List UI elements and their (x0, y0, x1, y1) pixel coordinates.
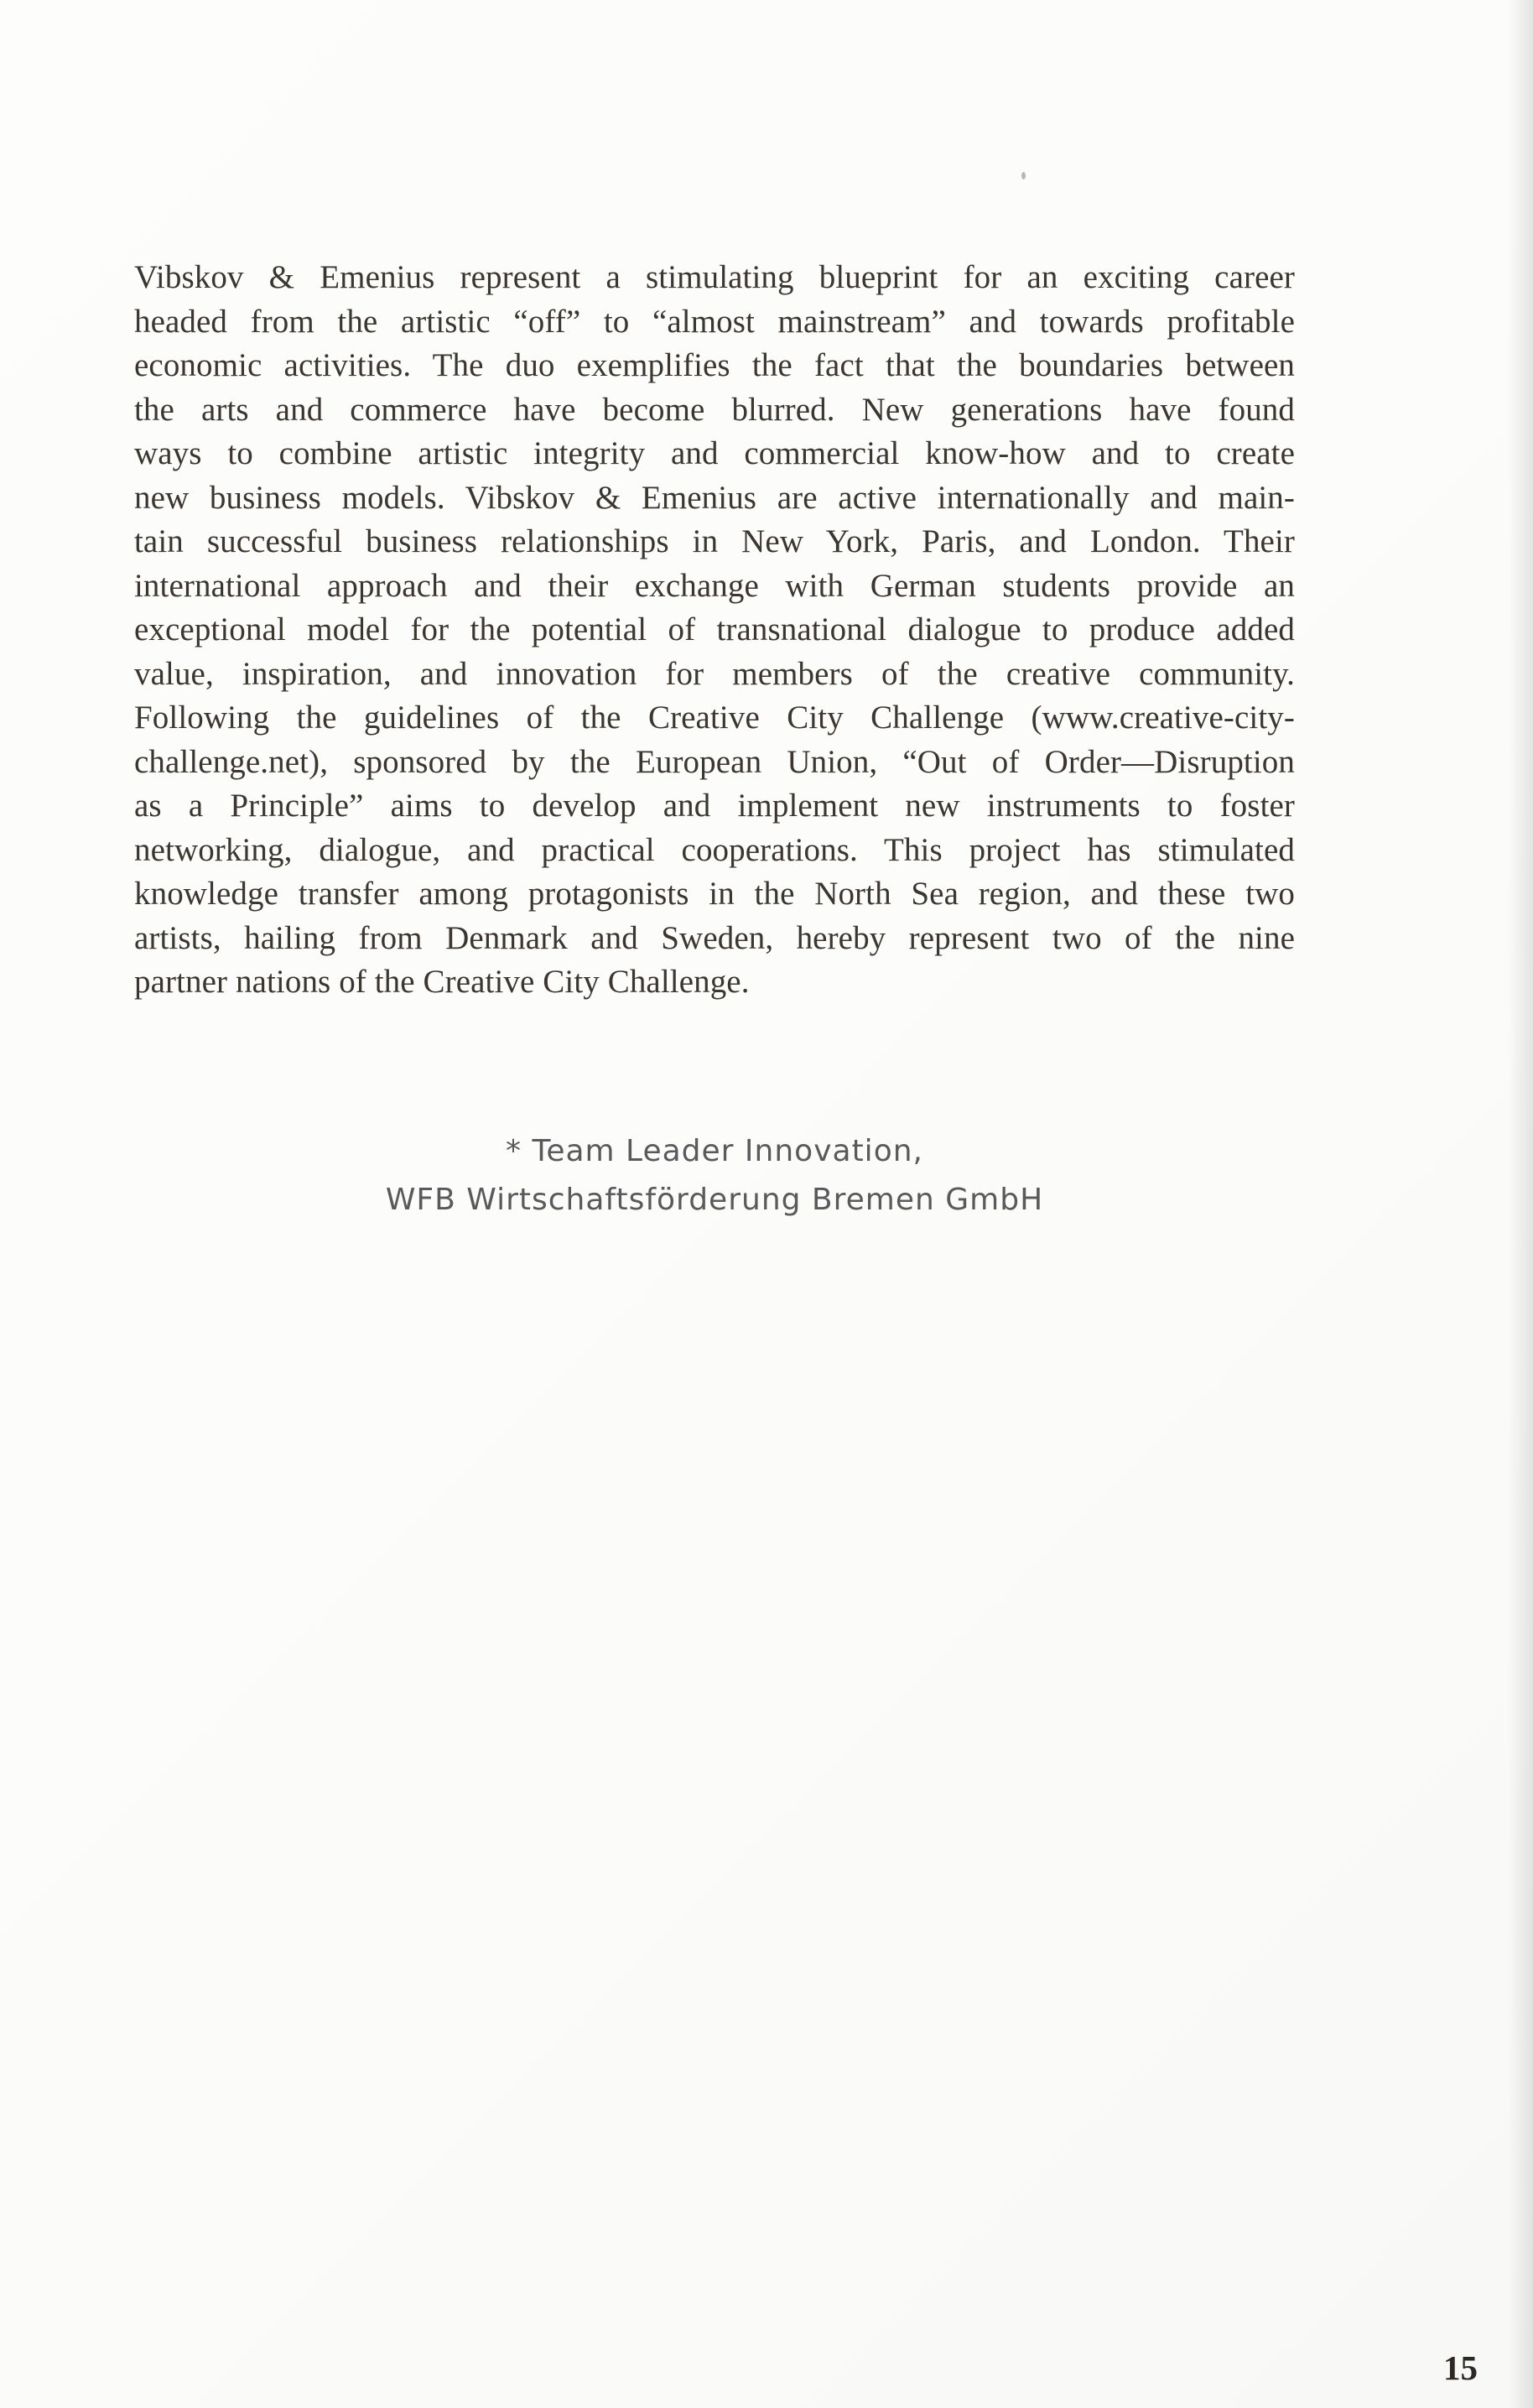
paragraph-line: the arts and commerce have become blurred. New generations have found (134, 391, 1295, 428)
paragraph-line: Following the guidelines of the Creative City Challenge (www.creative-city- (134, 700, 1295, 736)
paragraph-line: tain successful business relationships in New York, Paris, and London. Their (134, 523, 1295, 559)
paragraph-line: Vibskov & Emenius represent a stimulating blueprint for an exciting career (134, 259, 1295, 295)
credit-line-role: * Team Leader Innovation, (506, 1134, 923, 1168)
body-paragraph (134, 256, 1295, 1005)
paragraph-line: value, inspiration, and innovation for members of the creative community. (134, 655, 1295, 692)
paragraph-line: ways to combine artistic integrity and commercial know-how and to create (134, 435, 1295, 471)
paragraph-line: partner nations of the Creative City Challenge. (134, 964, 750, 1000)
paragraph-line: artists, hailing from Denmark and Sweden, hereby represent two of the nine (134, 919, 1295, 956)
paragraph-line: as a Principle” aims to develop and implement new instruments to foster (134, 788, 1295, 824)
paragraph-line: challenge.net), sponsored by the European Union, “Out of Order—Disruption (134, 743, 1295, 780)
credit-block (134, 1127, 1295, 1225)
scan-artifact-speck (1021, 172, 1026, 179)
paragraph-line: international approach and their exchange with German students provide an (134, 567, 1295, 604)
paragraph-line: economic activities. The duo exemplifies the fact that the boundaries between (134, 347, 1295, 383)
page-number: 15 (1443, 2348, 1478, 2387)
scan-edge-shadow (1508, 0, 1533, 2408)
paragraph-line: exceptional model for the potential of transnational dialogue to produce added (134, 611, 1295, 648)
credit-line-organization: WFB Wirtschaftsförderung Bremen GmbH (385, 1183, 1044, 1217)
paragraph-line: new business models. Vibskov & Emenius are active internationally and main- (134, 479, 1295, 516)
paragraph-line: networking, dialogue, and practical cooperations. This project has stimulated (134, 831, 1295, 868)
paragraph-line: knowledge transfer among protagonists in the North Sea region, and these two (134, 876, 1295, 912)
paragraph-line: headed from the artistic “off” to “almost mainstream” and towards profitable (134, 303, 1295, 340)
